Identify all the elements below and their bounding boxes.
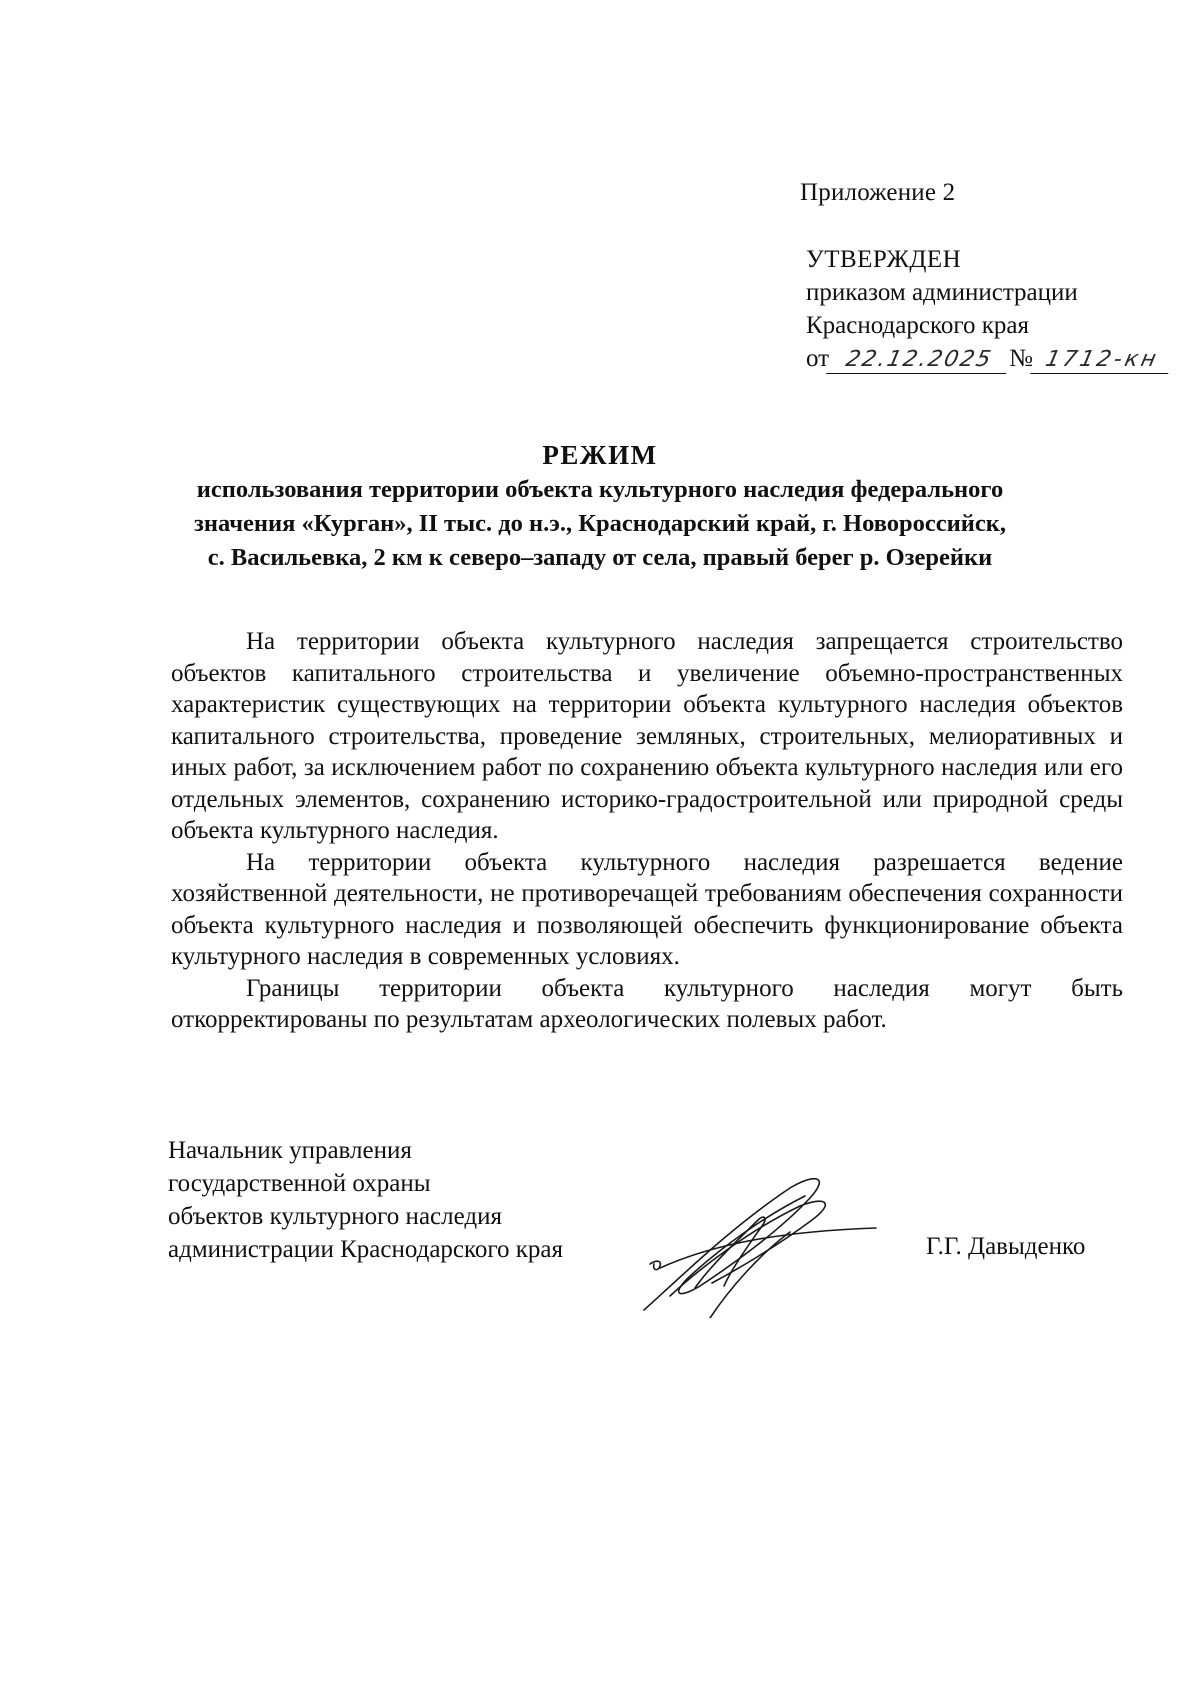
document-body (171, 626, 1123, 1036)
document-title-block (140, 437, 1060, 575)
document-subtitle-line-2: значения «Курган», II тыс. до н.э., Краснодарский край, г. Новороссийск, (193, 510, 1006, 537)
number-prefix: № (1009, 345, 1033, 372)
approval-line-2: Краснодарского края (806, 312, 1029, 339)
document-title: РЕЖИМ (542, 440, 658, 470)
paragraph-prohibitions: На территории объекта культурного наследия запрещается строительство объектов капитального строительства и увеличение объемно-пространственных характеристик существующих на территории объекта культурного наследия объектов капитального строительства, проведение земляных, строительных, мелиоративных и иных работ, за исключением работ по сохранению объекта культурного наследия или его отдельных элементов, сохранению историко-градостроительной или природной среды объекта культурного наследия. (171, 628, 1123, 844)
handwritten-signature (640, 1168, 880, 1318)
signer-name: Г.Г. Давыденко (926, 1233, 1086, 1260)
handwritten-order-number: 1712-кн (1030, 347, 1174, 374)
signer-position-block (168, 1134, 563, 1266)
signer-title-line-4: администрации Краснодарского края (168, 1236, 564, 1263)
signer-title-line-2: государственной охраны (168, 1170, 431, 1197)
appendix-label: Приложение 2 (800, 179, 956, 206)
signer-title-line-1: Начальник управления (168, 1137, 412, 1164)
paragraph-permissions: На территории объекта культурного наследия разрешается ведение хозяйственной деятельности, не противоречащей требованиям обеспечения сохранности объекта культурного наследия и позволяющей обеспечить функционирование объекта культурного наследия в современных условиях. (171, 848, 1123, 970)
paragraph-boundaries: Границы территории объекта культурного наследия могут быть откорректированы по результатам археологических полевых работ. (171, 974, 1123, 1033)
approval-line-1: приказом администрации (806, 279, 1078, 306)
handwritten-date: 22.12.2025 (826, 347, 1012, 374)
date-prefix: от (806, 345, 830, 372)
approval-order-line (806, 342, 1171, 375)
signer-title-line-3: объектов культурного наследия (168, 1203, 502, 1230)
approval-heading: УТВЕРЖДЕН (806, 246, 962, 273)
document-subtitle-line-3: с. Васильевка, 2 км к северо–западу от села, правый берег р. Озерейки (207, 544, 993, 571)
approval-stamp-block (806, 243, 1171, 375)
document-subtitle-line-1: использования территории объекта культурного наследия федерального (196, 476, 1004, 503)
